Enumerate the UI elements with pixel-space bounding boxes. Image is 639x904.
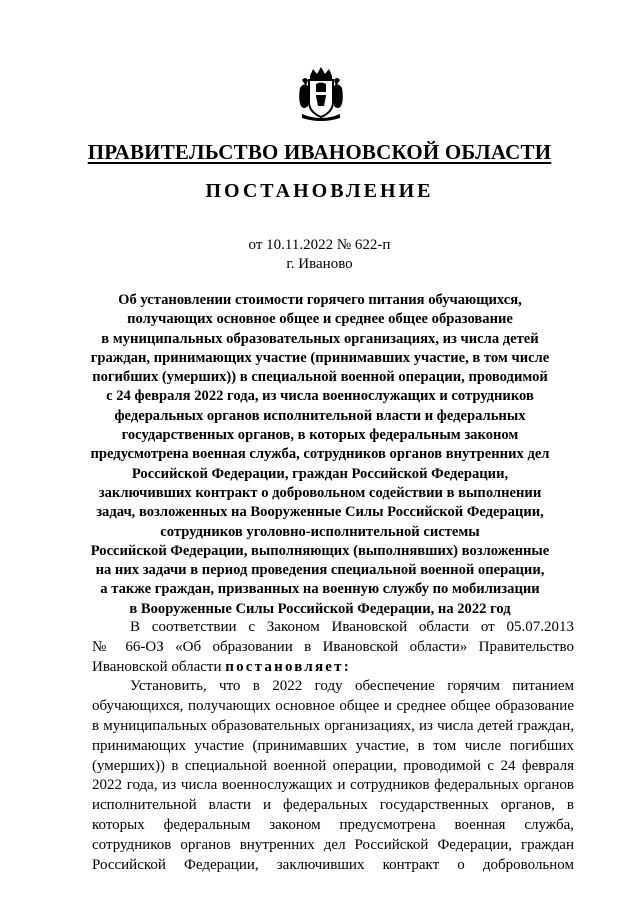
body-line: 2022 года, из числа военнослужащих и сотрудников федеральных органов [92,777,574,794]
subject-line: заключивших контракт о добровольном содействии в выполнении [98,484,542,501]
subject-line: в Вооруженные Силы Российской Федерации, на 2022 год [129,600,511,617]
body-line: сотрудников органов внутренних дел Российской Федерации, граждан [92,836,574,853]
body-line: Российской Федерации, заключивших контракт о добровольном [92,856,574,873]
subject-line: предусмотрена военная служба, сотрудников органов внутренних дел [90,446,550,463]
body-line [92,658,574,678]
document-city: г. Иваново [286,256,353,272]
document-subject [80,291,560,619]
subject-line: Российской Федерации, выполняющих (выполнявших) возложенные [90,542,550,559]
body-line: которых федеральным законом предусмотрена военная служба, [92,816,574,833]
subject-line: Об установлении стоимости горячего питания обучающихся, [118,292,522,308]
subject-line: государственных органов, в которых федеральным законом [121,427,519,444]
subject-line: с 24 февраля 2022 года, из числа военнослужащих и сотрудников [106,388,534,405]
document-body [92,618,574,875]
subject-line: Российской Федерации, граждан Российской Федерации, [131,465,509,482]
subject-line: получающих основное общее и среднее общее образование [127,311,513,328]
subject-line: задач, возложенных на Вооруженные Силы Российской Федерации, [96,504,544,521]
decree-word: постановляет: [225,658,351,675]
subject-line: граждан, принимающих участие (принимавших участие, в том числе [90,349,550,366]
subject-line: а также граждан, призванных на военную службу по мобилизации [100,581,540,598]
body-line: Установить, что в 2022 году обеспечение горячим питанием [130,678,574,695]
document-type-heading: ПОСТАНОВЛЕНИЕ [205,180,434,202]
subject-line: погибших (умерших)) в специальной военной операции, проводимой [92,369,548,386]
body-line: исполнительной власти и федеральных государственных органов, в [92,797,574,814]
subject-line: сотрудников уголовно-исполнительной системы [160,523,480,540]
body-line: № 66-ОЗ «Об образовании в Ивановской области» Правительство [92,638,574,655]
coat-of-arms-icon [296,66,346,122]
body-line: принимающих участие (принимавших участие, в том числе погибших [92,737,574,754]
body-line: В соответствии с Законом Ивановской области от 05.07.2013 [130,619,574,635]
body-line: (умерших)) в специальной военной операции, проводимой с 24 февраля [92,757,574,774]
document-date-number: от 10.11.2022 № 622-п [248,237,391,253]
subject-line: в муниципальных образовательных организациях, из числа детей [101,330,539,347]
organization-title: ПРАВИТЕЛЬСТВО ИВАНОВСКОЙ ОБЛАСТИ [87,140,552,164]
subject-line: на них задачи в период проведения специальной военной операции, [95,562,545,579]
body-line: в муниципальных образовательных организациях, из числа детей граждан, [92,717,574,734]
subject-line: федеральных органов исполнительной власти и федеральных [114,407,526,424]
body-line: обучающихся, получающих основное общее и среднее общее образование [92,698,574,715]
body-line-prefix: Ивановской области [92,658,226,675]
